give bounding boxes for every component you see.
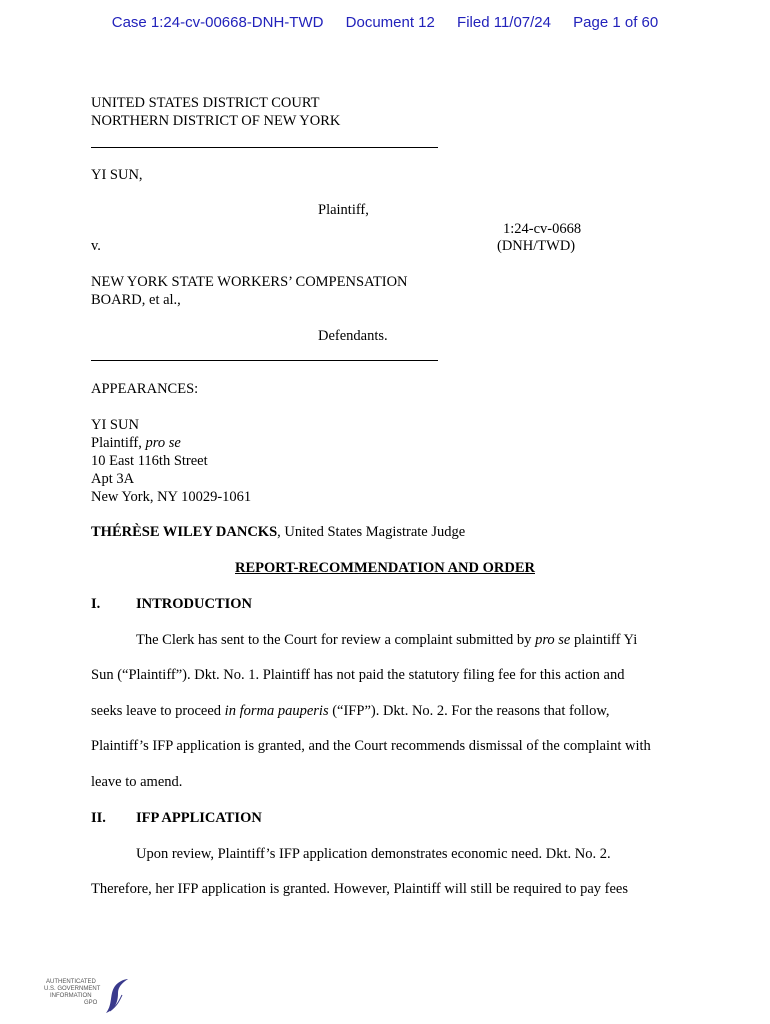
case-number-line1: 1:24-cv-0668 xyxy=(503,221,582,237)
pro-se-text: pro se xyxy=(145,435,181,451)
gpo-line1: AUTHENTICATED xyxy=(46,979,96,985)
case-number-line2: (DNH/TWD) xyxy=(497,238,576,254)
section1-line1-b: plaintiff Yi xyxy=(570,632,638,648)
section1-line3-a: seeks leave to proceed xyxy=(91,703,225,719)
filed-date: Filed 11/07/24 xyxy=(457,14,551,31)
appearance-role xyxy=(91,434,181,452)
judge-title: , United States Magistrate Judge xyxy=(277,524,466,540)
court-district: NORTHERN DISTRICT OF NEW YORK xyxy=(91,113,341,129)
section1-line3 xyxy=(91,702,610,720)
appearances-heading: APPEARANCES: xyxy=(91,381,199,397)
judge-name: THÉRÈSE WILEY DANCKS xyxy=(91,524,278,540)
versus: v. xyxy=(91,238,101,254)
section2-heading: IFP APPLICATION xyxy=(136,810,262,826)
section1-line5: leave to amend. xyxy=(91,774,183,790)
appearance-name: YI SUN xyxy=(91,417,139,433)
address-line2: Apt 3A xyxy=(91,471,135,487)
defendant-role: Defendants. xyxy=(318,328,388,344)
section1-line2: Sun (“Plaintiff”). Dkt. No. 1. Plaintiff has not paid the statutory filing fee for this action and xyxy=(91,667,625,683)
section2-line2: Therefore, her IFP application is granted. However, Plaintiff will still be required to pay fees xyxy=(91,881,628,897)
plaintiff-role: Plaintiff, xyxy=(318,202,369,218)
section2-line1: Upon review, Plaintiff’s IFP application demonstrates economic need. Dkt. No. 2. xyxy=(136,846,611,862)
gpo-line2: U.S. GOVERNMENT xyxy=(44,986,101,992)
appearance-role-prefix: Plaintiff, xyxy=(91,435,146,451)
page-number: Page 1 of 60 xyxy=(573,14,659,31)
plaintiff-name: YI SUN, xyxy=(91,167,143,183)
caption-rule-bottom xyxy=(91,360,438,361)
section1-line3-b: (“IFP”). Dkt. No. 2. For the reasons that follow, xyxy=(328,703,610,719)
gpo-line4: GPO xyxy=(84,1000,98,1006)
address-line3: New York, NY 10029-1061 xyxy=(91,489,252,505)
section1-line4: Plaintiff’s IFP application is granted, and the Court recommends dismissal of the complaint with xyxy=(91,738,651,754)
section1-line1 xyxy=(136,631,637,649)
court-name: UNITED STATES DISTRICT COURT xyxy=(91,95,320,111)
gpo-line3: INFORMATION xyxy=(50,993,92,999)
document-number: Document 12 xyxy=(345,14,435,31)
address-line1: 10 East 116th Street xyxy=(91,453,208,469)
section1-number: I. xyxy=(91,596,101,612)
case-number: Case 1:24-cv-00668-DNH-TWD xyxy=(111,14,324,31)
defendant-line2: BOARD, et al., xyxy=(91,292,181,308)
gpo-authenticated-logo xyxy=(44,973,134,1019)
section1-line1-a: The Clerk has sent to the Court for review a complaint submitted by xyxy=(136,632,536,648)
section1-line3-italic: in forma pauperis xyxy=(224,703,329,719)
section1-line1-italic: pro se xyxy=(535,632,571,648)
judge-line xyxy=(91,523,465,541)
document-title: REPORT-RECOMMENDATION AND ORDER xyxy=(235,560,535,576)
caption-rule-top xyxy=(91,147,438,148)
section2-number: II. xyxy=(91,810,106,826)
defendant-line1: NEW YORK STATE WORKERS’ COMPENSATION xyxy=(91,274,408,290)
eagle-icon xyxy=(106,979,128,1013)
section1-heading: INTRODUCTION xyxy=(136,596,253,612)
ecf-header xyxy=(0,14,770,31)
